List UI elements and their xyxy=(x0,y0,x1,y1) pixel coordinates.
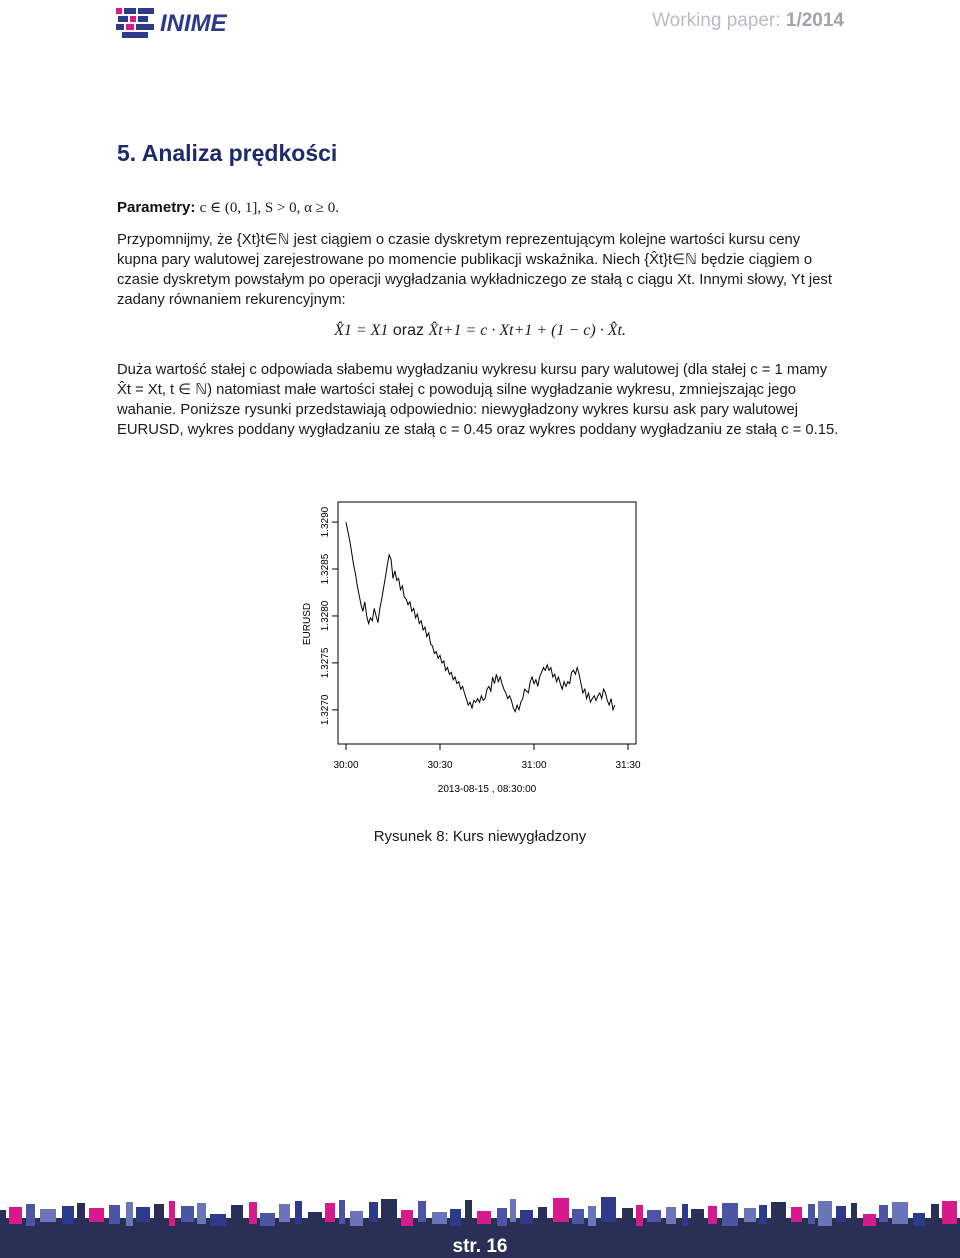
footer-block xyxy=(369,1202,378,1222)
footer-block xyxy=(401,1210,413,1226)
footer-block xyxy=(588,1206,596,1226)
paragraph-line: czasie dyskretym powstałym po operacji wygładzania wykładniczego ze stałą c ciągu Xt. Innymi słowy, Yt jest xyxy=(117,272,832,288)
footer-block xyxy=(892,1202,908,1224)
footer-block xyxy=(572,1209,584,1224)
footer-block xyxy=(465,1200,472,1222)
footer-block xyxy=(89,1208,104,1222)
paragraph-intro xyxy=(117,230,843,310)
working-paper-header xyxy=(652,10,844,32)
footer-block xyxy=(210,1214,226,1226)
footer-block xyxy=(666,1207,676,1224)
page-number: str. 16 xyxy=(452,1236,508,1257)
section-title: 5. Analiza prędkości xyxy=(117,140,338,166)
x-axis-label: 2013-08-15 , 08:30:00 xyxy=(437,784,537,795)
y-axis-label: EURUSD xyxy=(302,602,313,646)
y-axis xyxy=(320,506,338,725)
x-tick-label: 30:30 xyxy=(427,760,453,771)
footer-block xyxy=(818,1201,832,1226)
footer-block xyxy=(601,1197,616,1222)
footer-block xyxy=(744,1208,756,1222)
footer-block xyxy=(913,1213,925,1226)
footer-block xyxy=(197,1203,206,1224)
paragraph-line: EURUSD, wykres poddany wygładzaniu ze stałą c = 0.45 oraz wykres poddany wygładzaniu ze stałą c = 0.15. xyxy=(117,422,839,438)
eurusd-line-chart xyxy=(290,496,650,801)
footer-block xyxy=(808,1204,815,1224)
paragraph-line: kupna pary walutowej zarejestrowane po momencie publikacji wskaźnika. Niech {X̂t}t∈ℕ będzie ciągiem o xyxy=(117,252,813,268)
footer-block xyxy=(691,1209,704,1222)
logo-text: INIME xyxy=(160,10,227,37)
footer-block xyxy=(279,1204,290,1222)
footer-block xyxy=(759,1205,767,1224)
footer-block xyxy=(622,1208,633,1224)
footer-block xyxy=(708,1206,717,1224)
recurrence-formula xyxy=(0,322,960,340)
footer-block xyxy=(350,1211,363,1226)
paragraph-line: X̂t = Xt, t ∈ ℕ) natomiast małe wartości stałej c powodują silne wygładzanie wykresu, zmniejszając jego xyxy=(117,382,796,398)
footer-block xyxy=(682,1204,688,1226)
plot-frame xyxy=(338,502,636,744)
paragraph-line: zadany równaniem rekurencyjnym: xyxy=(117,292,346,308)
paragraph-line: Duża wartość stałej c odpowiada słabemu wygładzaniu wykresu kursu pary walutowej (dla stałej c = 1 mamy xyxy=(117,362,828,378)
footer-block xyxy=(308,1212,322,1226)
footer-block xyxy=(497,1208,507,1226)
footer-block xyxy=(26,1204,35,1226)
footer-block xyxy=(836,1206,846,1222)
footer-block xyxy=(636,1205,643,1226)
footer-block xyxy=(136,1207,150,1222)
working-paper-number: 1/2014 xyxy=(785,10,844,31)
x-tick-label: 31:00 xyxy=(521,760,547,771)
footer-block xyxy=(647,1210,661,1222)
footer-block xyxy=(553,1198,569,1222)
footer-block xyxy=(231,1205,243,1222)
footer-block xyxy=(126,1202,133,1226)
x-tick-label: 31:30 xyxy=(615,760,641,771)
footer-block xyxy=(538,1207,547,1226)
paragraph-line: wahanie. Poniższe rysunki przedstawiają odpowiednio: niewygładzony wykres kursu ask pary walutowej xyxy=(117,402,798,418)
footer-block xyxy=(432,1212,447,1224)
footer-block xyxy=(791,1207,802,1222)
parameters-line xyxy=(117,198,339,217)
footer-block xyxy=(295,1201,302,1224)
footer-block xyxy=(722,1203,738,1226)
x-tick-label: 30:00 xyxy=(333,760,359,771)
footer-block xyxy=(771,1202,786,1226)
footer-block xyxy=(0,1210,6,1222)
formula-connector: oraz xyxy=(392,322,424,339)
footer-block xyxy=(931,1204,939,1222)
y-tick-label: 1.3285 xyxy=(320,553,331,585)
footer-block xyxy=(863,1214,876,1226)
footer-block xyxy=(942,1201,957,1224)
footer-block xyxy=(339,1200,345,1224)
eurusd-series-line xyxy=(346,522,615,712)
y-tick-label: 1.3275 xyxy=(320,647,331,679)
footer-block xyxy=(418,1201,426,1222)
footer-block xyxy=(325,1203,335,1222)
footer-block xyxy=(510,1199,516,1222)
formula-left: X̂1 = X1 xyxy=(334,322,389,339)
parameters-value: c ∈ (0, 1], S > 0, α ≥ 0. xyxy=(199,200,339,216)
footer-block xyxy=(109,1205,120,1224)
footer-block xyxy=(249,1202,257,1224)
y-tick-label: 1.3280 xyxy=(320,600,331,632)
formula-right: X̂t+1 = c · Xt+1 + (1 − c) · X̂t. xyxy=(428,322,626,339)
footer-block xyxy=(450,1209,461,1226)
working-paper-label: Working paper: xyxy=(652,10,786,31)
footer-block xyxy=(260,1213,275,1226)
footer-block xyxy=(77,1203,85,1226)
logo-mark xyxy=(116,8,154,38)
footer-block xyxy=(9,1207,22,1224)
footer-block xyxy=(40,1209,56,1222)
footer-block xyxy=(169,1201,175,1226)
footer-block xyxy=(477,1211,491,1224)
footer-block xyxy=(181,1206,194,1222)
footer-block xyxy=(381,1199,397,1224)
footer-block xyxy=(879,1205,888,1222)
figure-caption: Rysunek 8: Kurs niewygładzony xyxy=(373,828,587,845)
inime-logo xyxy=(116,4,276,40)
y-tick-label: 1.3290 xyxy=(320,506,331,538)
footer-block xyxy=(520,1210,533,1224)
footer-block xyxy=(62,1206,74,1224)
paragraph-explanation xyxy=(117,360,843,440)
parameters-label: Parametry: xyxy=(117,199,196,216)
y-tick-label: 1.3270 xyxy=(320,694,331,726)
x-axis xyxy=(333,744,640,771)
footer-block xyxy=(154,1204,164,1224)
footer-block xyxy=(851,1203,857,1224)
paragraph-line: Przypomnijmy, że {Xt}t∈ℕ jest ciągiem o czasie dyskretym reprezentującym kolejne wartości kursu ceny xyxy=(117,232,801,248)
